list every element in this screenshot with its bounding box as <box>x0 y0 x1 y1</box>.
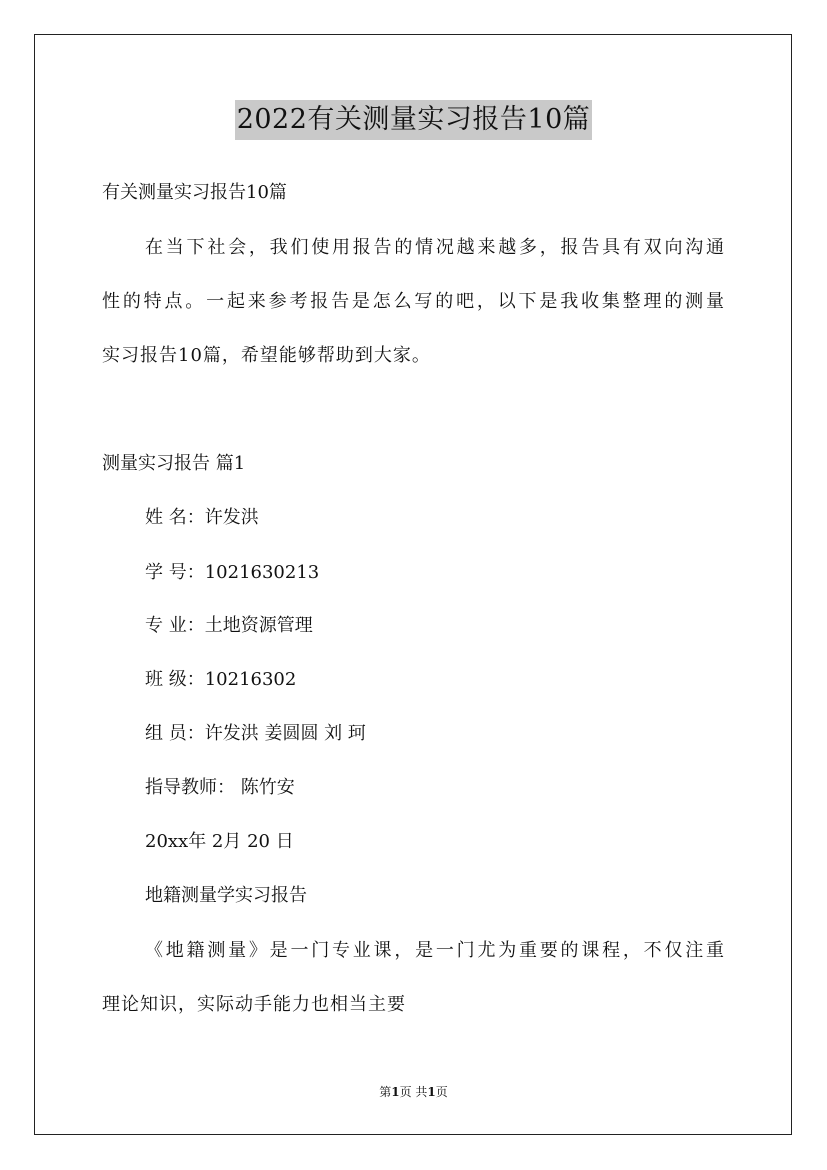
info-student-id: 学 号：1021630213 <box>145 562 320 583</box>
document-title: 2022有关测量实习报告10篇 <box>235 100 593 140</box>
footer-page-number: 1 <box>391 1085 400 1099</box>
info-name: 姓 名：许发洪 <box>145 507 259 528</box>
footer-mid: 页 共 <box>399 1085 428 1099</box>
page-footer <box>0 1084 827 1100</box>
info-advisor: 指导教师： 陈竹安 <box>145 777 295 798</box>
body-line-1: 《地籍测量》是一门专业课，是一门尤为重要的课程，不仅注重 <box>145 940 725 961</box>
intro-line-1: 在当下社会，我们使用报告的情况越来越多，报告具有双向沟通 <box>145 237 725 258</box>
intro-line-3: 实习报告10篇，希望能够帮助到大家。 <box>102 345 431 366</box>
body-line-2: 理论知识，实际动手能力也相当主要 <box>102 994 406 1015</box>
info-class: 班 级：10216302 <box>145 669 297 690</box>
section-heading: 测量实习报告 篇1 <box>102 453 246 474</box>
footer-prefix: 第 <box>379 1085 392 1099</box>
footer-suffix: 页 <box>435 1085 448 1099</box>
title-container <box>0 100 827 140</box>
info-date: 20xx年 2月 20 日 <box>145 831 294 852</box>
intro-line-2: 性的特点。一起来参考报告是怎么写的吧，以下是我收集整理的测量 <box>102 291 725 312</box>
info-members: 组 员：许发洪 姜圆圆 刘 珂 <box>145 723 366 744</box>
footer-total-pages: 1 <box>427 1085 436 1099</box>
report-title: 地籍测量学实习报告 <box>145 885 307 906</box>
info-major: 专 业：土地资源管理 <box>145 615 313 636</box>
document-subtitle: 有关测量实习报告10篇 <box>102 182 287 203</box>
